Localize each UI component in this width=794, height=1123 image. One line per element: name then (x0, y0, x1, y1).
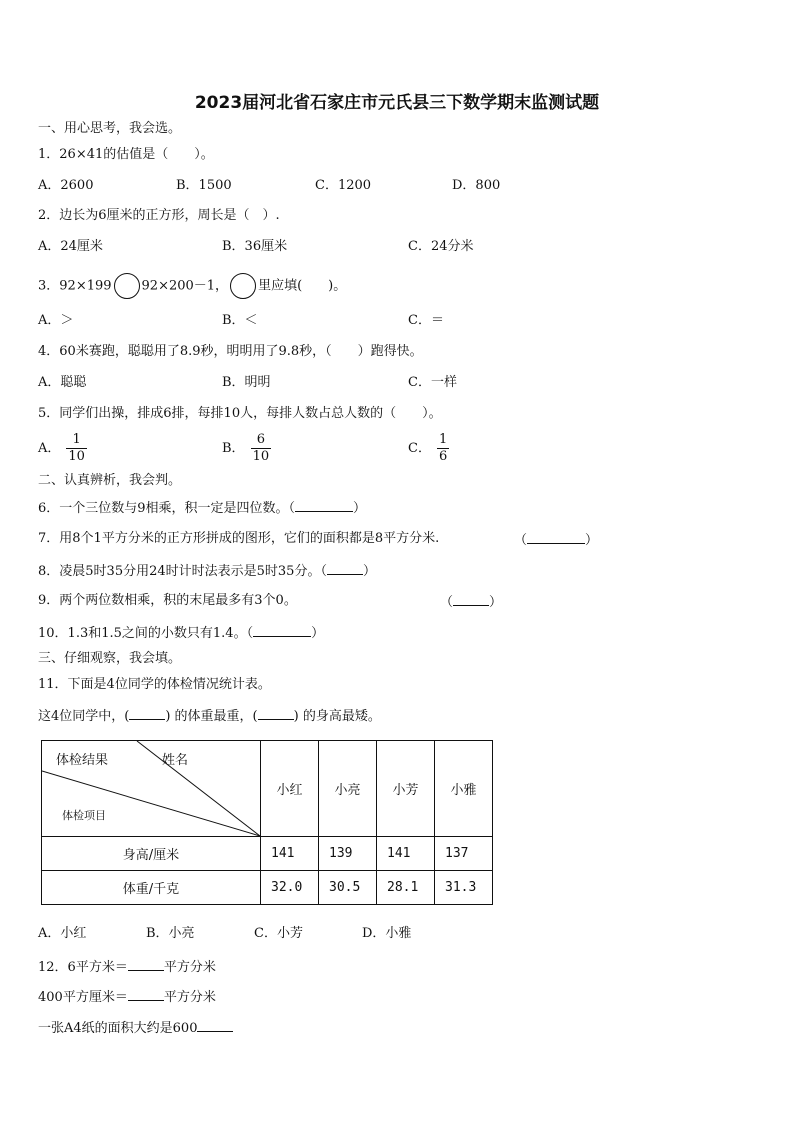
q1-option-d: D．800 (452, 178, 501, 193)
table-cell: 28.1 (377, 871, 435, 905)
q9-text: 9．两个两位数相乘，积的末尾最多有3个0。 (38, 593, 297, 608)
question-6 (38, 498, 366, 518)
table-cell: 141 (377, 837, 435, 871)
q1-option-b: B．1500 (176, 178, 232, 193)
corner-bottom-label: 体检项目 (62, 809, 106, 822)
q12-line-3-text: 一张A4纸的面积大约是600 (38, 1021, 198, 1036)
compare-circle-icon (114, 273, 140, 299)
question-4: 4．60米赛跑，聪聪用了8.9秒，明明用了9.8秒，（ ）跑得快。 (38, 344, 423, 359)
q3-option-a: A．＞ (38, 313, 74, 328)
q12-line-1-text: 12．6平方米＝ (38, 960, 128, 975)
fraction-numerator: 1 (66, 432, 87, 449)
answer-blank[interactable] (453, 592, 489, 606)
fraction-numerator: 1 (438, 432, 448, 447)
q2-option-a: A．24厘米 (38, 239, 103, 254)
q6-text: 6．一个三位数与9相乘，积一定是四位数。（ (38, 501, 296, 516)
question-12-line-1 (38, 957, 216, 977)
q7-close-paren: ） (585, 533, 599, 548)
q5-option-b-label: B． (222, 441, 245, 456)
question-9 (38, 592, 297, 610)
question-10 (38, 623, 324, 643)
compare-circle-icon (230, 273, 256, 299)
answer-blank[interactable] (129, 706, 165, 720)
q5-option-c-label: C． (408, 441, 431, 456)
fraction-denominator: 6 (438, 449, 448, 464)
q11-option-d: D．小雅 (362, 926, 412, 941)
table-header-row (42, 741, 493, 837)
question-8 (38, 561, 376, 581)
q9-close-paren: ） (489, 595, 503, 610)
q6-close-paren: ） (353, 501, 367, 516)
q8-text: 8．凌晨5时35分用24时计时法表示是5时35分。（ (38, 564, 327, 579)
table-header-name: 小红 (261, 741, 319, 837)
q1-option-a: A．2600 (38, 178, 94, 193)
table-row (42, 837, 493, 871)
q7-open-paren: （ (514, 533, 528, 548)
q3-part-1: 3．92×199 (38, 278, 112, 294)
row-label: 体重/千克 (42, 871, 261, 905)
section-heading-2: 二、认真辨析，我会判。 (38, 473, 182, 488)
corner-top-left-label: 体检结果 (56, 753, 109, 768)
table-cell: 139 (319, 837, 377, 871)
fraction (251, 432, 272, 465)
q12-line-1-unit: 平方分米 (163, 960, 216, 975)
q12-line-2-unit: 平方分米 (163, 990, 216, 1005)
q11-option-a: A．小红 (38, 926, 87, 941)
answer-blank[interactable] (197, 1018, 233, 1032)
question-11-sub (38, 706, 381, 726)
answer-blank[interactable] (527, 530, 585, 544)
q4-option-c: C．一样 (408, 375, 457, 390)
q10-close-paren: ） (311, 626, 325, 641)
q9-open-paren: （ (440, 595, 454, 610)
q3-part-2: 92×200－1， (141, 278, 229, 294)
row-label: 身高/厘米 (42, 837, 261, 871)
q7-answer (514, 530, 598, 550)
corner-top-right-label: 姓名 (162, 753, 189, 768)
q5-option-c (408, 432, 449, 465)
q11-option-c: C．小芳 (254, 926, 303, 941)
q1-option-c: C．1200 (315, 178, 372, 193)
q4-option-b: B．明明 (222, 375, 271, 390)
q4-option-a: A．聪聪 (38, 375, 87, 390)
q5-option-a-label: A． (38, 441, 61, 456)
q3-option-c: C．＝ (408, 313, 444, 328)
question-11: 11．下面是4位同学的体检情况统计表。 (38, 677, 271, 692)
table-cell: 137 (435, 837, 493, 871)
table-corner-cell (42, 741, 261, 837)
q11-option-b: B．小亮 (146, 926, 195, 941)
q11-sub-part-c: ) 的身高最矮。 (293, 709, 381, 724)
fraction-numerator: 6 (251, 432, 272, 449)
question-7 (38, 530, 439, 548)
q5-option-a (38, 432, 87, 465)
question-12-line-2 (38, 987, 216, 1007)
q2-option-c: C．24分米 (408, 239, 474, 254)
question-1: 1．26×41的估值是（ ）。 (38, 147, 214, 162)
page-title: 2023届河北省石家庄市元氏县三下数学期末监测试题 (194, 93, 600, 113)
q11-sub-part-b: ) 的体重最重，( (165, 709, 258, 724)
q11-sub-part-a: 这4位同学中，( (38, 709, 130, 724)
table-cell: 32.0 (261, 871, 319, 905)
table-cell: 31.3 (435, 871, 493, 905)
q3-option-b: B．＜ (222, 313, 258, 328)
question-5: 5．同学们出操，排成6排，每排10人，每排人数占总人数的（ ）。 (38, 406, 442, 421)
q7-text: 7．用8个1平方分米的正方形拼成的图形，它们的面积都是8平方分米. (38, 531, 440, 546)
q10-text: 10．1.3和1.5之间的小数只有1.4。（ (38, 626, 254, 641)
table-header-name: 小亮 (319, 741, 377, 837)
q3-part-3: 里应填( )。 (258, 278, 347, 294)
answer-blank[interactable] (327, 561, 363, 575)
answer-blank[interactable] (128, 957, 164, 971)
question-12-line-3 (38, 1018, 233, 1038)
q8-close-paren: ） (362, 564, 376, 579)
section-heading-1: 一、用心思考，我会选。 (38, 121, 182, 136)
health-check-table (41, 740, 493, 905)
answer-blank[interactable] (295, 498, 353, 512)
answer-blank[interactable] (128, 987, 164, 1001)
q12-line-2-text: 400平方厘米＝ (38, 990, 128, 1005)
table-header-name: 小芳 (377, 741, 435, 837)
table-cell: 141 (261, 837, 319, 871)
q2-option-b: B．36厘米 (222, 239, 288, 254)
fraction (66, 432, 87, 465)
fraction-denominator: 10 (68, 449, 85, 464)
fraction (437, 432, 449, 465)
q9-answer (440, 592, 502, 612)
answer-blank[interactable] (253, 623, 311, 637)
table-header-name: 小雅 (435, 741, 493, 837)
q5-option-b (222, 432, 271, 465)
fraction-denominator: 10 (252, 449, 270, 464)
table-cell: 30.5 (319, 871, 377, 905)
answer-blank[interactable] (258, 706, 294, 720)
table-row (42, 871, 493, 905)
section-heading-3: 三、仔细观察，我会填。 (38, 651, 182, 666)
question-3 (38, 273, 346, 300)
question-2: 2．边长为6厘米的正方形，周长是（ ）. (38, 208, 280, 223)
